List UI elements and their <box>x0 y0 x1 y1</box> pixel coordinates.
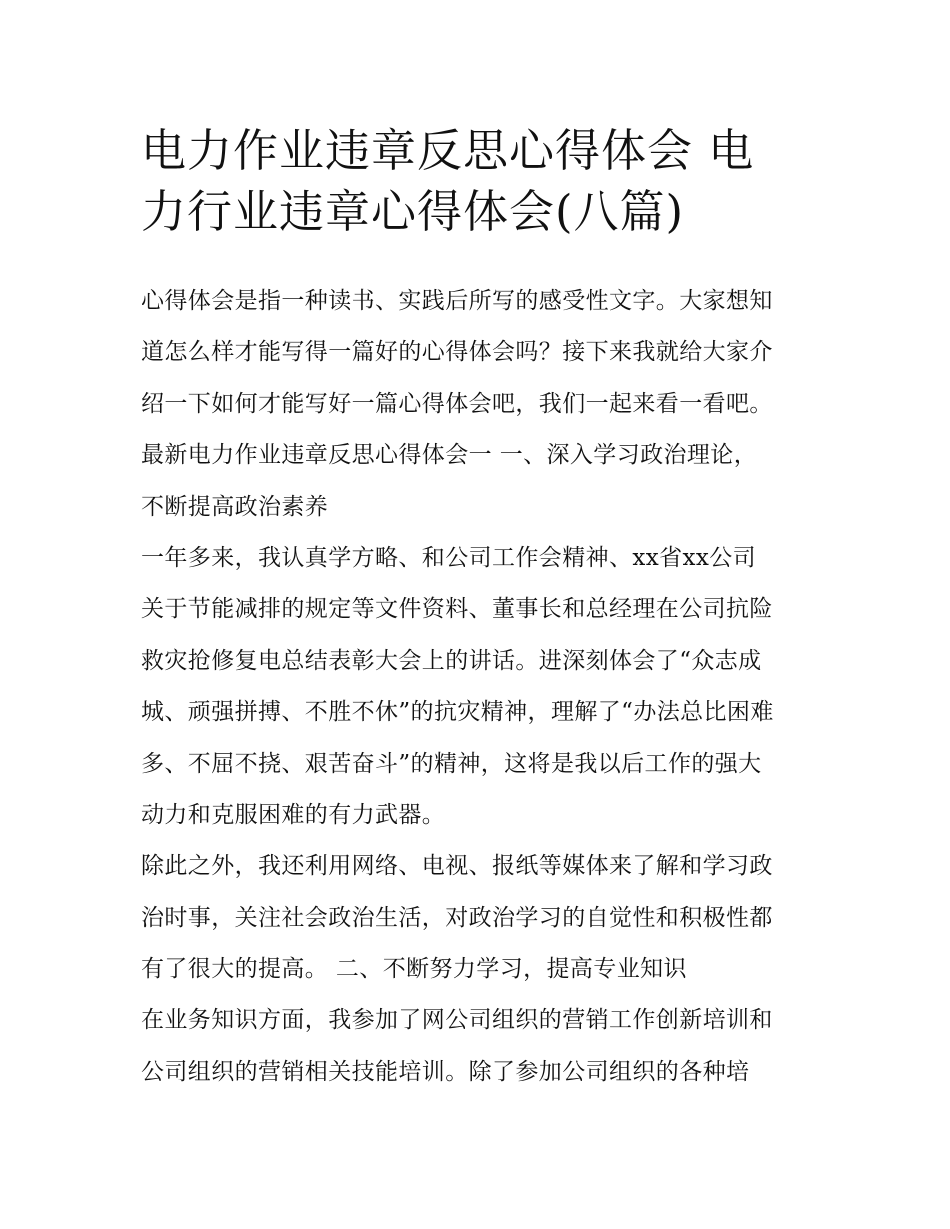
title-line: 力行业违章心得体会(八篇) <box>141 185 685 238</box>
body-line: 道怎么样才能写得一篇好的心得体会吗？接下来我就给大家介 <box>141 339 773 366</box>
body-line: 不断提高政治素养 <box>141 493 329 520</box>
body-line: 公司组织的营销相关技能培训。除了参加公司组织的各种培 <box>141 1058 750 1085</box>
document-body <box>141 276 831 1098</box>
body-line: 治时事，关注社会政治生活，对政治学习的自觉性和积极性都 <box>141 904 773 931</box>
title-line: 电力作业违章反思心得体会 电 <box>141 124 755 177</box>
body-line: 城、顽强拼搏、不胜不休”的抗灾精神，理解了“办法总比困难 <box>141 699 774 726</box>
body-line: 绍一下如何才能写好一篇心得体会吧，我们一起来看一看吧。 <box>141 390 773 417</box>
body-line: 心得体会是指一种读书、实践后所写的感受性文字。大家想知 <box>141 288 773 314</box>
body-line: 一年多来，我认真学方略、和公司工作会精神、xx省xx公司 <box>141 544 757 571</box>
body-line: 在业务知识方面，我参加了网公司组织的营销工作创新培训和 <box>141 1007 773 1034</box>
body-line: 除此之外，我还利用网络、电视、报纸等媒体来了解和学习政 <box>141 853 773 880</box>
body-line: 最新电力作业违章反思心得体会一 一、深入学习政治理论， <box>141 442 758 469</box>
body-line: 多、不屈不挠、艰苦奋斗”的精神，这将是我以后工作的强大 <box>141 750 762 777</box>
body-line: 关于节能减排的规定等文件资料、董事长和总经理在公司抗险 <box>141 596 773 623</box>
body-line: 救灾抢修复电总结表彰大会上的讲话。进深刻体会了“众志成 <box>141 647 762 674</box>
body-line: 有了很大的提高。 二、不断努力学习，提高专业知识 <box>141 956 687 983</box>
body-line: 动力和克服困难的有力武器。 <box>141 801 446 828</box>
document-title <box>141 120 821 242</box>
